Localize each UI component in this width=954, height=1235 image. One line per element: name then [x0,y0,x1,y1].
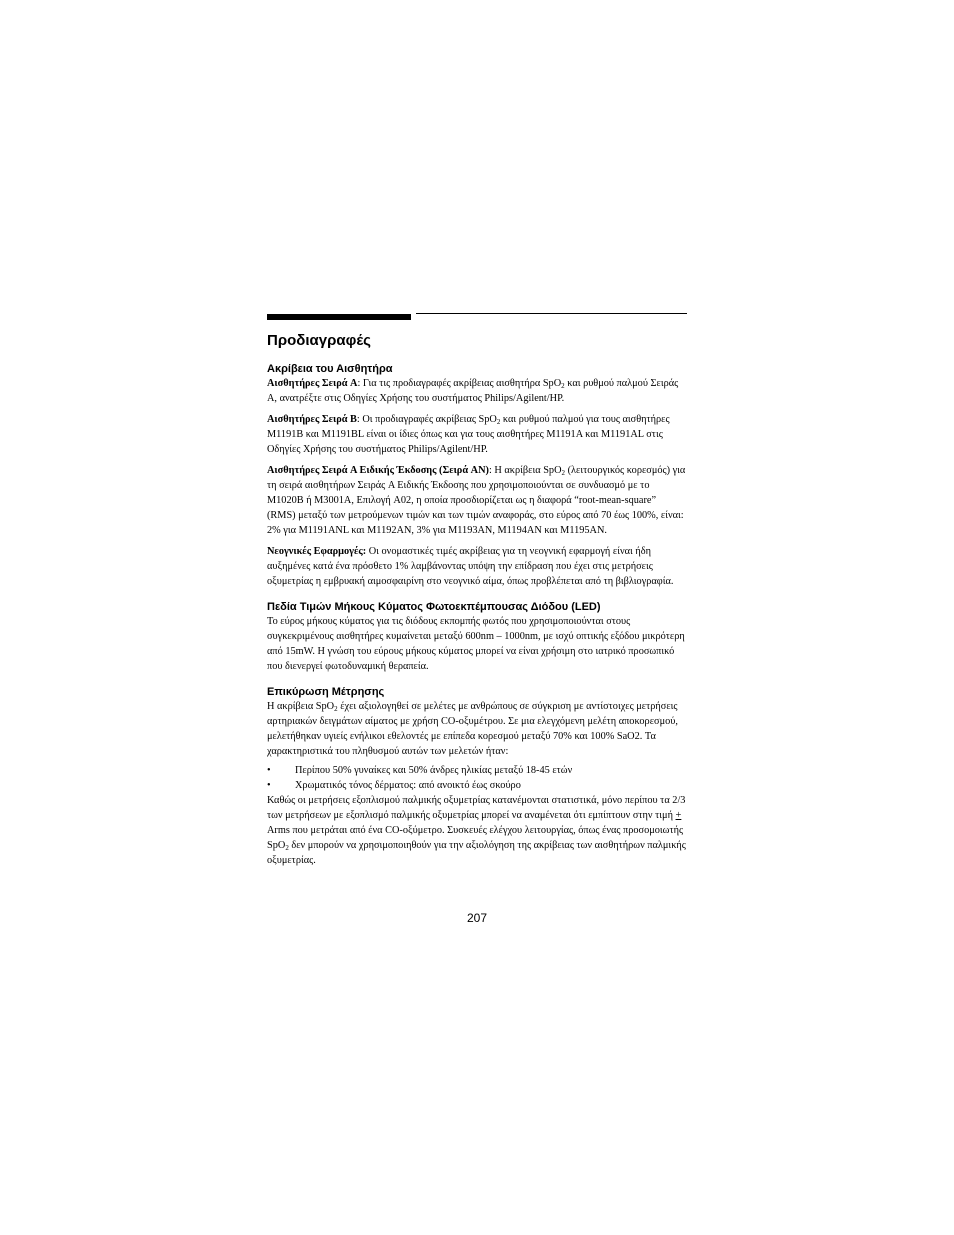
paragraph-series-a: Αισθητήρες Σειρά A: Για τις προδιαγραφές ακρίβειας αισθητήρα SpO$_2$ και ρυθμού παλμού Σειράς A, ανατρέξτε στις Οδηγίες Χρήσης του συστήματος Philips/Agilent/HP. [267,378,679,404]
section-heading-led-wavelength: Πεδία Τιμών Μήκους Κύματος Φωτοεκπέμπουσας Διόδου (LED) [267,601,601,613]
paragraph-neonatal: Νεογνικές Εφαρμογές: Οι ονομαστικές τιμές ακρίβειας για τη νεογνική εφαρμογή είναι ήδη αυξημένες κατά ένα πρόσθετο 1% λαμβάνοντας υπόψη την επίδραση που έχει στις μετρήσεις οξυμετρίας η εμβρυακή αιμοσφαιρίνη στο νεογνικό αίμα, όπως προβλέπεται από τη βιβλιογραφία. [267,546,674,587]
bold-lead: Αισθητήρες Σειρά A Ειδικής Έκδοσης (Σειρά AN) [267,465,489,476]
bullet-icon: • [267,765,271,776]
bold-lead: Αισθητήρες Σειρά B [267,414,357,425]
paragraph-led: Το εύρος μήκους κύματος για τις διόδους εκπομπής φωτός που χρησιμοποιούνται στους συγκεκριμένους αισθητήρες κυμαίνεται μεταξύ 600nm – 1000nm, με ισχύ οπτικής εξόδου μικρότερη από 15mW. Η γνώση του εύρους μήκους κύματος μπορεί να είναι χρήσιμη στο ιατρικό προσωπικό που διενεργεί φωτοδυναμική θεραπεία. [267,616,685,672]
header-rule-thick [267,314,411,320]
section-heading-validation: Επικύρωση Μέτρησης [267,686,385,698]
paragraph-statistics: Καθώς οι μετρήσεις εξοπλισμού παλμικής οξυμετρίας κατανέμονται στατιστικά, μόνο περίπου τα 2/3 των μετρήσεων με εξοπλισμό παλμικής οξυμετρίας μπορεί να αναμένεται ότι εμπίπτουν στην τιμή + Arms που μετράται από ένα CO-οξύμετρο. Συσκευές ελέγχου λειτουργίας, όπως ένας προσομοιωτής SpO$_2$ δεν μπορούν να χρησιμοποιηθούν για την αξιολόγηση της ακρίβειας των αισθητήρων παλμικής οξυμετρίας. [267,795,686,866]
population-list [267,763,687,793]
page-title: Προδιαγραφές [267,332,371,349]
bold-lead: Νεογνικές Εφαρμογές: [267,546,367,557]
page-content [267,311,687,868]
paragraph-series-b: Αισθητήρες Σειρά B: Οι προδιαγραφές ακρίβειας SpO$_2$ και ρυθμού παλμού για τους αισθητήρες M1191B και M1191BL είναι οι ίδιες όπως και για τους αισθητήρες M1191A και M1191AL στις Οδηγίες Χρήσης του συστήματος Philips/Agilent/HP. [267,414,670,455]
paragraph-series-an: Αισθητήρες Σειρά A Ειδικής Έκδοσης (Σειρά AN): Η ακρίβεια SpO$_2$ (λειτουργικός κορεσμός) για τη σειρά αισθητήρων Σειράς A Ειδικής Έκδοσης που χρησιμοποιούνται σε συνδυασμό με το M1020B ή M3001A, Επιλογή A02, η οποία προσδιορίζεται ως η διαφορά “root-mean-square” (RMS) μεταξύ των μετρούμενων τιμών και των τιμών αναφοράς, στο εύρος από 70 έως 100%, είναι: 2% για M1191ANL και M1192AN, 3% για M1193AN, M1194AN και M1195AN. [267,465,686,536]
list-item: • Περίπου 50% γυναίκες και 50% άνδρες ηλικίας μεταξύ 18-45 ετών [267,765,573,776]
section-heading-sensor-accuracy: Ακρίβεια του Αισθητήρα [267,363,393,375]
list-item: • Χρωματικός τόνος δέρματος: από ανοικτό έως σκούρο [267,780,521,791]
header-rule [267,311,687,321]
plus-minus-symbol: + [675,810,682,821]
bold-lead: Αισθητήρες Σειρά A [267,378,358,389]
page-number: 207 [466,911,488,925]
header-rule-thin [416,313,687,314]
bullet-icon: • [267,780,271,791]
paragraph-validation: Η ακρίβεια SpO$_2$ έχει αξιολογηθεί σε μελέτες με ανθρώπους σε σύγκριση με αντίστοιχες μετρήσεις αρτηριακών δειγμάτων αίματος με χρήση CO-οξυμέτρου. Σε μια ελεγχόμενη μελέτη αποκορεσμού, μελετήθηκαν υγιείς ενήλικοι εθελοντές με επίπεδα κορεσμού μεταξύ 70% και 100% SaO2. Τα χαρακτηριστικά του πληθυσμού αυτών των μελετών ήταν: [267,701,678,757]
